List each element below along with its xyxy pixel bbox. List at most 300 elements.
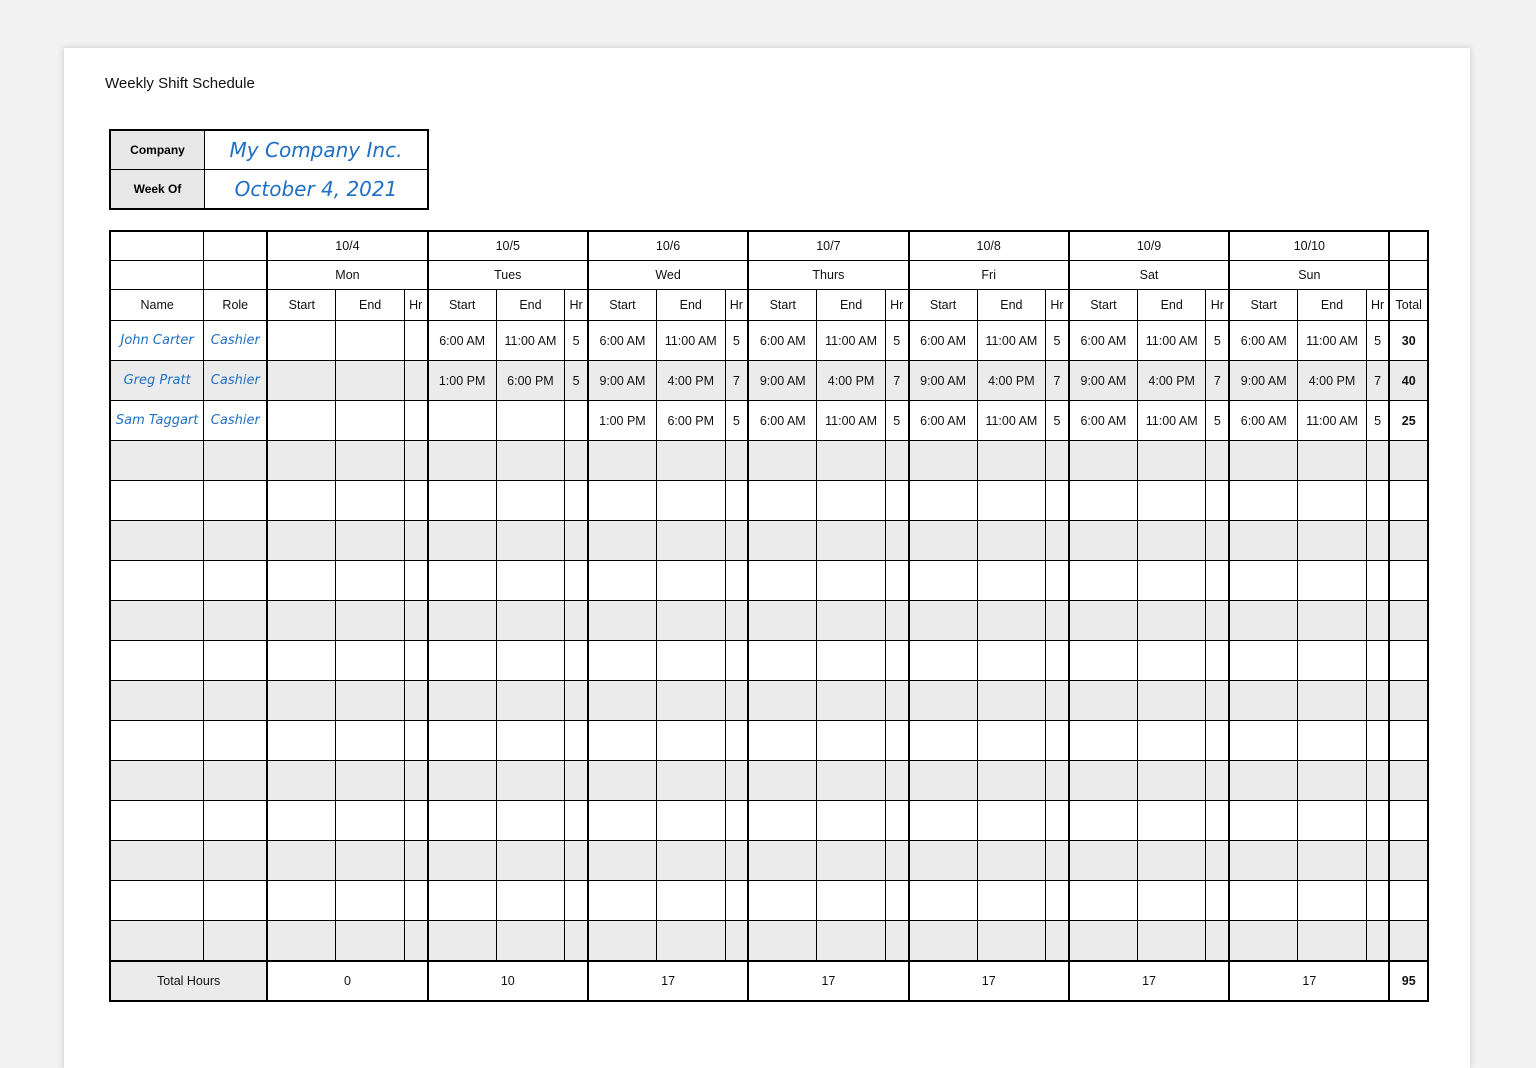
- shift-end-cell[interactable]: [656, 561, 725, 601]
- shift-start-cell[interactable]: [748, 921, 817, 962]
- shift-end-cell[interactable]: [1298, 641, 1367, 681]
- shift-hours-cell: [565, 641, 588, 681]
- shift-start-cell[interactable]: [1229, 641, 1298, 681]
- shift-start-cell[interactable]: 6:00 AM: [1229, 321, 1298, 361]
- shift-end-cell[interactable]: [1137, 881, 1206, 921]
- shift-end-cell[interactable]: [496, 441, 565, 481]
- shift-end-cell[interactable]: [817, 441, 886, 481]
- shift-end-cell[interactable]: [817, 841, 886, 881]
- employee-role-cell[interactable]: [204, 441, 268, 481]
- shift-start-cell[interactable]: 6:00 AM: [1069, 401, 1138, 441]
- shift-end-cell[interactable]: [1298, 601, 1367, 641]
- shift-start-cell[interactable]: [267, 881, 336, 921]
- shift-end-cell[interactable]: 11:00 AM: [1298, 321, 1367, 361]
- shift-start-cell[interactable]: [1069, 841, 1138, 881]
- shift-start-cell[interactable]: [1229, 481, 1298, 521]
- shift-end-cell[interactable]: [656, 481, 725, 521]
- shift-start-cell[interactable]: [428, 401, 497, 441]
- shift-start-cell[interactable]: [588, 441, 657, 481]
- employee-role-cell[interactable]: [204, 721, 268, 761]
- shift-start-cell[interactable]: [909, 441, 978, 481]
- shift-start-cell[interactable]: 9:00 AM: [1229, 361, 1298, 401]
- shift-start-cell[interactable]: [1229, 801, 1298, 841]
- shift-start-cell[interactable]: [1229, 601, 1298, 641]
- shift-end-cell[interactable]: [336, 641, 405, 681]
- shift-end-cell[interactable]: [977, 801, 1046, 841]
- shift-end-cell[interactable]: [817, 921, 886, 962]
- shift-start-cell[interactable]: [909, 521, 978, 561]
- shift-end-cell[interactable]: [496, 601, 565, 641]
- shift-start-cell[interactable]: [909, 681, 978, 721]
- shift-end-cell[interactable]: [817, 521, 886, 561]
- employee-role-cell[interactable]: [204, 561, 268, 601]
- shift-hours-cell: [725, 801, 748, 841]
- shift-start-cell[interactable]: [1069, 521, 1138, 561]
- shift-end-cell[interactable]: [656, 641, 725, 681]
- shift-end-cell[interactable]: [817, 721, 886, 761]
- shift-start-cell[interactable]: 6:00 AM: [428, 321, 497, 361]
- shift-start-cell[interactable]: [428, 681, 497, 721]
- shift-start-cell[interactable]: 6:00 AM: [748, 321, 817, 361]
- shift-end-cell[interactable]: [656, 521, 725, 561]
- shift-start-cell[interactable]: [748, 441, 817, 481]
- shift-end-cell[interactable]: [977, 761, 1046, 801]
- shift-start-cell[interactable]: [267, 761, 336, 801]
- shift-start-cell[interactable]: [267, 361, 336, 401]
- shift-end-cell[interactable]: [336, 361, 405, 401]
- start-column-header: Start: [1069, 290, 1138, 321]
- shift-start-cell[interactable]: 1:00 PM: [428, 361, 497, 401]
- shift-end-cell[interactable]: [336, 441, 405, 481]
- empty-row: [110, 841, 1428, 881]
- shift-end-cell[interactable]: [496, 921, 565, 962]
- shift-start-cell[interactable]: [748, 881, 817, 921]
- blank-header-cell: [110, 231, 204, 261]
- shift-end-cell[interactable]: [336, 881, 405, 921]
- shift-start-cell[interactable]: 9:00 AM: [748, 361, 817, 401]
- shift-end-cell[interactable]: [977, 561, 1046, 601]
- shift-end-cell[interactable]: [496, 401, 565, 441]
- shift-end-cell[interactable]: [817, 681, 886, 721]
- shift-start-cell[interactable]: [267, 641, 336, 681]
- shift-end-cell[interactable]: [656, 441, 725, 481]
- shift-end-cell[interactable]: [817, 881, 886, 921]
- shift-end-cell[interactable]: [1137, 801, 1206, 841]
- shift-start-cell[interactable]: [748, 601, 817, 641]
- shift-start-cell[interactable]: [428, 561, 497, 601]
- shift-start-cell[interactable]: [909, 801, 978, 841]
- shift-start-cell[interactable]: [267, 681, 336, 721]
- shift-start-cell[interactable]: [909, 721, 978, 761]
- shift-start-cell[interactable]: [267, 521, 336, 561]
- employee-name-cell[interactable]: [110, 921, 204, 962]
- shift-start-cell[interactable]: [1069, 801, 1138, 841]
- employee-role-cell[interactable]: [204, 761, 268, 801]
- shift-hours-cell: [1366, 561, 1389, 601]
- shift-end-cell[interactable]: [1298, 561, 1367, 601]
- shift-end-cell[interactable]: [656, 921, 725, 962]
- shift-start-cell[interactable]: [428, 641, 497, 681]
- employee-role-cell[interactable]: Cashier: [204, 361, 268, 401]
- shift-start-cell[interactable]: 6:00 AM: [909, 401, 978, 441]
- shift-start-cell[interactable]: [909, 881, 978, 921]
- shift-start-cell[interactable]: [1069, 481, 1138, 521]
- shift-end-cell[interactable]: [656, 601, 725, 641]
- shift-end-cell[interactable]: [336, 481, 405, 521]
- employee-role-cell[interactable]: [204, 841, 268, 881]
- shift-end-cell[interactable]: [336, 521, 405, 561]
- shift-end-cell[interactable]: [336, 761, 405, 801]
- shift-start-cell[interactable]: [748, 801, 817, 841]
- employee-name-cell[interactable]: [110, 721, 204, 761]
- shift-end-cell[interactable]: [817, 641, 886, 681]
- shift-start-cell[interactable]: [1229, 761, 1298, 801]
- shift-end-cell[interactable]: 4:00 PM: [656, 361, 725, 401]
- shift-end-cell[interactable]: 4:00 PM: [977, 361, 1046, 401]
- shift-end-cell[interactable]: [1137, 441, 1206, 481]
- shift-end-cell[interactable]: 11:00 AM: [817, 401, 886, 441]
- shift-end-cell[interactable]: 4:00 PM: [1137, 361, 1206, 401]
- shift-end-cell[interactable]: [496, 481, 565, 521]
- shift-end-cell[interactable]: [496, 681, 565, 721]
- column-header-row: [110, 290, 1428, 321]
- shift-end-cell[interactable]: [496, 721, 565, 761]
- shift-start-cell[interactable]: [267, 561, 336, 601]
- shift-end-cell[interactable]: [496, 841, 565, 881]
- shift-start-cell[interactable]: [1069, 721, 1138, 761]
- shift-start-cell[interactable]: [588, 521, 657, 561]
- shift-start-cell[interactable]: [909, 761, 978, 801]
- shift-end-cell[interactable]: [977, 601, 1046, 641]
- shift-start-cell[interactable]: [748, 641, 817, 681]
- empty-row: [110, 481, 1428, 521]
- company-value[interactable]: My Company Inc.: [205, 130, 429, 170]
- shift-hours-cell: [565, 841, 588, 881]
- shift-start-cell[interactable]: [748, 561, 817, 601]
- shift-start-cell[interactable]: [1229, 721, 1298, 761]
- shift-end-cell[interactable]: [977, 441, 1046, 481]
- week-row: [110, 170, 428, 210]
- shift-start-cell[interactable]: [748, 841, 817, 881]
- shift-start-cell[interactable]: [267, 841, 336, 881]
- shift-hours-cell: [565, 601, 588, 641]
- shift-start-cell[interactable]: [267, 801, 336, 841]
- shift-end-cell[interactable]: [817, 601, 886, 641]
- shift-end-cell[interactable]: [977, 921, 1046, 962]
- shift-end-cell[interactable]: 11:00 AM: [1298, 401, 1367, 441]
- shift-end-cell[interactable]: [1137, 601, 1206, 641]
- shift-start-cell[interactable]: [1229, 561, 1298, 601]
- shift-end-cell[interactable]: [1298, 761, 1367, 801]
- shift-hours-cell: [1366, 441, 1389, 481]
- shift-start-cell[interactable]: [267, 321, 336, 361]
- shift-hours-cell: [1366, 801, 1389, 841]
- shift-end-cell[interactable]: [1298, 921, 1367, 962]
- shift-end-cell[interactable]: 11:00 AM: [1137, 401, 1206, 441]
- shift-start-cell[interactable]: 9:00 AM: [1069, 361, 1138, 401]
- shift-start-cell[interactable]: [267, 441, 336, 481]
- employee-name-cell[interactable]: [110, 561, 204, 601]
- shift-start-cell[interactable]: [748, 761, 817, 801]
- shift-end-cell[interactable]: [336, 921, 405, 962]
- shift-start-cell[interactable]: 6:00 AM: [1069, 321, 1138, 361]
- employee-name-cell[interactable]: [110, 681, 204, 721]
- start-column-header: Start: [428, 290, 497, 321]
- shift-hours-cell: [1046, 921, 1069, 962]
- shift-end-cell[interactable]: 11:00 AM: [817, 321, 886, 361]
- shift-start-cell[interactable]: 9:00 AM: [909, 361, 978, 401]
- shift-end-cell[interactable]: 6:00 PM: [656, 401, 725, 441]
- shift-hours-cell: [1046, 881, 1069, 921]
- employee-role-cell[interactable]: Cashier: [204, 401, 268, 441]
- employee-role-cell[interactable]: [204, 641, 268, 681]
- employee-role-cell[interactable]: [204, 481, 268, 521]
- employee-role-cell[interactable]: [204, 921, 268, 962]
- employee-role-cell[interactable]: [204, 601, 268, 641]
- shift-hours-cell: 5: [565, 321, 588, 361]
- shift-start-cell[interactable]: [588, 561, 657, 601]
- shift-end-cell[interactable]: 11:00 AM: [496, 321, 565, 361]
- employee-name-cell[interactable]: Sam Taggart: [110, 401, 204, 441]
- day-total-hours-cell: 10: [428, 961, 588, 1001]
- shift-start-cell[interactable]: [1229, 921, 1298, 962]
- employee-role-cell[interactable]: [204, 681, 268, 721]
- shift-end-cell[interactable]: [1137, 641, 1206, 681]
- shift-end-cell[interactable]: [817, 481, 886, 521]
- employee-total-cell: [1389, 801, 1428, 841]
- shift-start-cell[interactable]: [428, 761, 497, 801]
- shift-start-cell[interactable]: [588, 481, 657, 521]
- shift-end-cell[interactable]: [656, 801, 725, 841]
- shift-start-cell[interactable]: 6:00 AM: [1229, 401, 1298, 441]
- shift-end-cell[interactable]: [496, 521, 565, 561]
- shift-end-cell[interactable]: 11:00 AM: [977, 401, 1046, 441]
- employee-name-cell[interactable]: [110, 481, 204, 521]
- shift-end-cell[interactable]: [496, 561, 565, 601]
- shift-end-cell[interactable]: [1298, 441, 1367, 481]
- shift-start-cell[interactable]: [748, 681, 817, 721]
- employee-row: [110, 321, 1428, 361]
- shift-end-cell[interactable]: [496, 761, 565, 801]
- shift-hours-cell: [1206, 561, 1229, 601]
- shift-end-cell[interactable]: 4:00 PM: [1298, 361, 1367, 401]
- shift-end-cell[interactable]: [1137, 761, 1206, 801]
- employee-name-cell[interactable]: [110, 881, 204, 921]
- start-column-header: Start: [588, 290, 657, 321]
- shift-end-cell[interactable]: [977, 841, 1046, 881]
- shift-start-cell[interactable]: [267, 921, 336, 962]
- employee-name-cell[interactable]: [110, 801, 204, 841]
- shift-hours-cell: [885, 841, 908, 881]
- shift-start-cell[interactable]: [1229, 681, 1298, 721]
- employee-name-cell[interactable]: [110, 441, 204, 481]
- shift-end-cell[interactable]: 4:00 PM: [817, 361, 886, 401]
- shift-start-cell[interactable]: [1229, 841, 1298, 881]
- shift-start-cell[interactable]: [1069, 921, 1138, 962]
- shift-end-cell[interactable]: [656, 761, 725, 801]
- shift-end-cell[interactable]: [496, 801, 565, 841]
- shift-hours-cell: [1206, 481, 1229, 521]
- shift-end-cell[interactable]: [656, 721, 725, 761]
- shift-start-cell[interactable]: [1069, 641, 1138, 681]
- shift-end-cell[interactable]: [1298, 881, 1367, 921]
- shift-end-cell[interactable]: 11:00 AM: [1137, 321, 1206, 361]
- shift-hours-cell: [1366, 481, 1389, 521]
- shift-end-cell[interactable]: [336, 561, 405, 601]
- shift-start-cell[interactable]: [428, 481, 497, 521]
- shift-end-cell[interactable]: [336, 801, 405, 841]
- shift-start-cell[interactable]: [428, 841, 497, 881]
- shift-end-cell[interactable]: [336, 401, 405, 441]
- shift-end-cell[interactable]: [977, 681, 1046, 721]
- shift-start-cell[interactable]: [588, 761, 657, 801]
- shift-hours-cell: [404, 361, 427, 401]
- shift-start-cell[interactable]: [428, 441, 497, 481]
- shift-end-cell[interactable]: [496, 881, 565, 921]
- shift-start-cell[interactable]: [588, 601, 657, 641]
- shift-end-cell[interactable]: [336, 681, 405, 721]
- shift-end-cell[interactable]: [977, 521, 1046, 561]
- shift-hours-cell: [885, 641, 908, 681]
- shift-start-cell[interactable]: [748, 481, 817, 521]
- shift-start-cell[interactable]: [588, 641, 657, 681]
- shift-start-cell[interactable]: [1069, 881, 1138, 921]
- shift-hours-cell: [404, 881, 427, 921]
- shift-end-cell[interactable]: [817, 561, 886, 601]
- shift-end-cell[interactable]: [977, 481, 1046, 521]
- shift-end-cell[interactable]: [817, 761, 886, 801]
- shift-end-cell[interactable]: [1298, 801, 1367, 841]
- total-column-header: Total: [1389, 290, 1428, 321]
- shift-start-cell[interactable]: [428, 801, 497, 841]
- shift-end-cell[interactable]: [1137, 841, 1206, 881]
- employee-total-cell: [1389, 721, 1428, 761]
- shift-start-cell[interactable]: [267, 601, 336, 641]
- week-of-value[interactable]: October 4, 2021: [205, 170, 429, 210]
- shift-hours-cell: 7: [1366, 361, 1389, 401]
- shift-start-cell[interactable]: [428, 601, 497, 641]
- shift-start-cell[interactable]: [428, 721, 497, 761]
- shift-end-cell[interactable]: [656, 881, 725, 921]
- shift-end-cell[interactable]: [1137, 721, 1206, 761]
- shift-start-cell[interactable]: [909, 481, 978, 521]
- employee-name-cell[interactable]: [110, 841, 204, 881]
- shift-start-cell[interactable]: [909, 601, 978, 641]
- shift-start-cell[interactable]: 6:00 AM: [588, 321, 657, 361]
- employee-role-cell[interactable]: [204, 881, 268, 921]
- shift-start-cell[interactable]: 1:00 PM: [588, 401, 657, 441]
- shift-end-cell[interactable]: [1298, 481, 1367, 521]
- shift-start-cell[interactable]: [909, 641, 978, 681]
- shift-hours-cell: [404, 601, 427, 641]
- employee-total-cell: 25: [1389, 401, 1428, 441]
- shift-start-cell[interactable]: [909, 841, 978, 881]
- shift-start-cell[interactable]: [1069, 561, 1138, 601]
- employee-total-cell: [1389, 881, 1428, 921]
- shift-start-cell[interactable]: [428, 881, 497, 921]
- shift-start-cell[interactable]: [588, 921, 657, 962]
- shift-hours-cell: [1046, 801, 1069, 841]
- shift-end-cell[interactable]: [977, 881, 1046, 921]
- shift-end-cell[interactable]: [1298, 521, 1367, 561]
- shift-start-cell[interactable]: [588, 801, 657, 841]
- shift-end-cell[interactable]: [656, 841, 725, 881]
- shift-start-cell[interactable]: [748, 521, 817, 561]
- shift-end-cell[interactable]: 11:00 AM: [656, 321, 725, 361]
- shift-end-cell[interactable]: [336, 601, 405, 641]
- shift-end-cell[interactable]: [1137, 681, 1206, 721]
- shift-end-cell[interactable]: [1298, 841, 1367, 881]
- shift-start-cell[interactable]: [267, 721, 336, 761]
- shift-start-cell[interactable]: [1229, 521, 1298, 561]
- shift-start-cell[interactable]: 6:00 AM: [748, 401, 817, 441]
- shift-end-cell[interactable]: [496, 641, 565, 681]
- shift-end-cell[interactable]: [336, 321, 405, 361]
- shift-start-cell[interactable]: [909, 561, 978, 601]
- employee-name-cell[interactable]: [110, 521, 204, 561]
- shift-hours-cell: [1046, 841, 1069, 881]
- shift-start-cell[interactable]: [588, 721, 657, 761]
- shift-start-cell[interactable]: 9:00 AM: [588, 361, 657, 401]
- shift-end-cell[interactable]: [977, 641, 1046, 681]
- shift-start-cell[interactable]: 6:00 AM: [909, 321, 978, 361]
- shift-start-cell[interactable]: [428, 921, 497, 962]
- shift-end-cell[interactable]: [1137, 521, 1206, 561]
- shift-start-cell[interactable]: [588, 881, 657, 921]
- shift-end-cell[interactable]: [977, 721, 1046, 761]
- shift-end-cell[interactable]: 6:00 PM: [496, 361, 565, 401]
- shift-end-cell[interactable]: [336, 841, 405, 881]
- shift-end-cell[interactable]: [1137, 481, 1206, 521]
- date-header-row: [110, 231, 1428, 261]
- day-name-header: Wed: [588, 261, 748, 290]
- shift-end-cell[interactable]: [1298, 681, 1367, 721]
- shift-start-cell[interactable]: [1069, 441, 1138, 481]
- shift-end-cell[interactable]: [1137, 921, 1206, 962]
- shift-start-cell[interactable]: [748, 721, 817, 761]
- end-column-header: End: [1298, 290, 1367, 321]
- shift-start-cell[interactable]: [428, 521, 497, 561]
- employee-role-cell[interactable]: Cashier: [204, 321, 268, 361]
- employee-name-cell[interactable]: [110, 601, 204, 641]
- shift-hours-cell: [1206, 521, 1229, 561]
- shift-start-cell[interactable]: [1069, 681, 1138, 721]
- employee-role-cell[interactable]: [204, 521, 268, 561]
- employee-name-cell[interactable]: John Carter: [110, 321, 204, 361]
- shift-end-cell[interactable]: [817, 801, 886, 841]
- employee-name-cell[interactable]: [110, 761, 204, 801]
- shift-start-cell[interactable]: [1069, 761, 1138, 801]
- shift-end-cell[interactable]: [1298, 721, 1367, 761]
- shift-start-cell[interactable]: [267, 401, 336, 441]
- shift-start-cell[interactable]: [588, 841, 657, 881]
- shift-end-cell[interactable]: 11:00 AM: [977, 321, 1046, 361]
- employee-role-cell[interactable]: [204, 801, 268, 841]
- shift-start-cell[interactable]: [267, 481, 336, 521]
- shift-start-cell[interactable]: [909, 921, 978, 962]
- shift-hours-cell: [725, 841, 748, 881]
- shift-start-cell[interactable]: [1229, 441, 1298, 481]
- shift-start-cell[interactable]: [588, 681, 657, 721]
- shift-start-cell[interactable]: [1069, 601, 1138, 641]
- shift-end-cell[interactable]: [336, 721, 405, 761]
- employee-name-cell[interactable]: [110, 641, 204, 681]
- shift-start-cell[interactable]: [1229, 881, 1298, 921]
- shift-end-cell[interactable]: [1137, 561, 1206, 601]
- shift-end-cell[interactable]: [656, 681, 725, 721]
- day-name-header: Sat: [1069, 261, 1229, 290]
- employee-name-cell[interactable]: Greg Pratt: [110, 361, 204, 401]
